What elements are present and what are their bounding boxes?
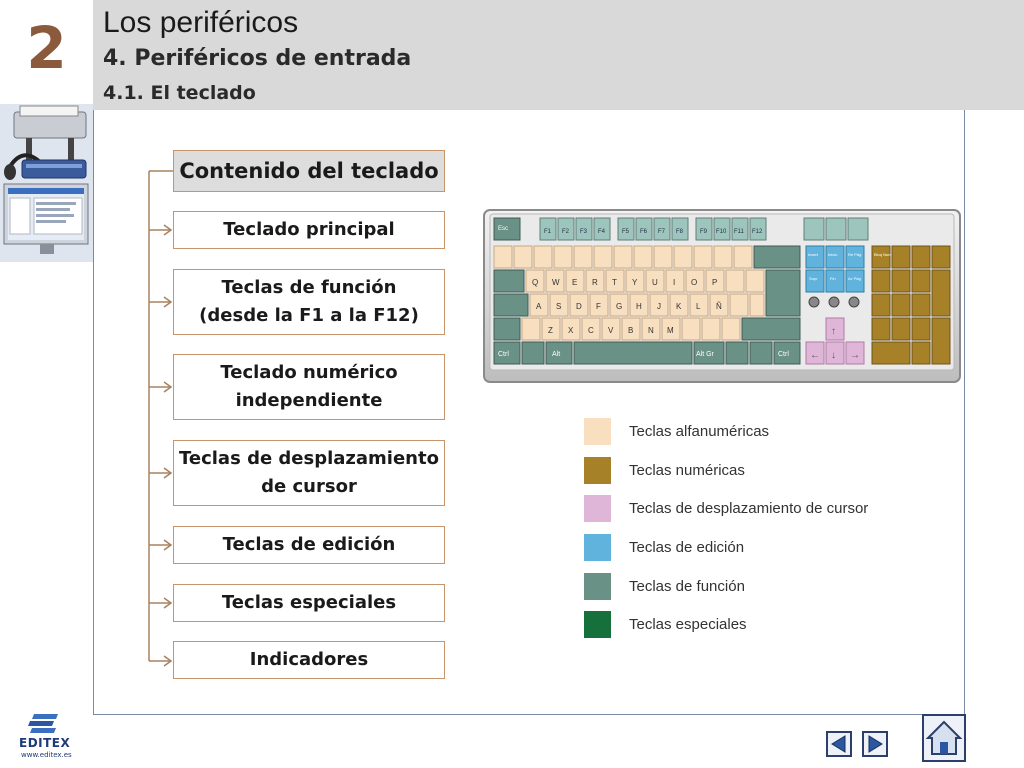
key-f6: F6 [640,229,648,235]
section-title: 4.1. El teclado [103,82,256,104]
key-fin: Fin [830,276,836,281]
key-supr: Supr [809,276,818,281]
key-c: C [588,326,594,335]
page-subtitle: 4. Periféricos de entrada [103,46,412,71]
key-altgr: Alt Gr [696,351,714,358]
key-f3: F3 [580,229,588,235]
key-m: M [667,326,674,335]
tree-item-teclas-funcion: Teclas de función (desde la F1 a la F12) [173,269,445,335]
editex-logo-url: www.editex.es [21,751,72,759]
key-f11: F11 [734,229,744,235]
page-title: Los periféricos [103,6,299,39]
keyboard-diagram [482,208,962,386]
key-bloq-num: Bloq Num [874,252,892,257]
home-button[interactable] [922,714,966,762]
legend-label: Teclas de desplazamiento de cursor [629,499,869,517]
key-n: N [648,326,654,335]
key-y: Y [632,278,638,287]
key-b: B [628,326,634,335]
next-slide-button[interactable] [862,731,888,757]
legend-label: Teclas numéricas [629,461,745,479]
legend-item [584,572,904,600]
key-f: F [596,302,601,311]
peripherals-image [0,104,93,262]
legend-label: Teclas alfanuméricas [629,422,770,440]
key-o: O [691,278,698,287]
key-h: H [636,302,642,311]
key-s: S [556,302,562,311]
legend-item [584,456,904,484]
tree-item-teclado-principal: Teclado principal [173,211,445,249]
key-l: L [696,302,701,311]
tree-item-teclado-numerico: Teclado numérico independiente [173,354,445,420]
key-insert: Insert [808,252,819,257]
key-x: X [568,326,574,335]
key-q: Q [532,278,539,287]
key-alt: Alt [552,351,561,358]
tree-root-box: Contenido del teclado [173,150,445,192]
key-f9: F9 [700,229,708,235]
tree-item-teclas-especiales: Teclas especiales [173,584,445,622]
svg-text:↓: ↓ [831,350,836,361]
key-g: G [616,302,623,311]
legend-label: Teclas especiales [629,615,747,633]
key-e: E [572,278,578,287]
previous-slide-button[interactable] [826,731,852,757]
key-i: I [673,278,676,287]
key-f7: F7 [658,229,666,235]
key-av-pag: Av Pág [848,276,861,281]
key-j: J [657,302,661,311]
key-f10: F10 [716,229,727,235]
home-icon [924,716,964,760]
key-d: D [576,302,582,311]
legend-swatch [584,495,611,522]
key-u: U [652,278,658,287]
svg-text:←: ← [810,350,820,361]
legend-swatch [584,457,611,484]
svg-text:→: → [850,350,860,361]
key-inicio: Inicio [828,252,838,257]
key-v: V [608,326,614,335]
tree-item-teclas-edicion: Teclas de edición [173,526,445,564]
key-w: W [552,278,560,287]
tree-item-indicadores: Indicadores [173,641,445,679]
key-k: K [676,302,682,311]
legend-item [584,417,904,445]
legend-swatch [584,611,611,638]
chapter-number: 2 [26,14,67,82]
editex-logo-text: EDITEX [19,736,71,750]
key-re-pag: Re Pág [848,252,862,257]
key-r: R [592,278,598,287]
key-f2: F2 [562,229,570,235]
legend-item [584,533,904,561]
key-f1: F1 [544,229,552,235]
key-t: T [612,278,617,287]
key-f4: F4 [598,229,606,235]
svg-text:↑: ↑ [831,326,836,337]
key-f8: F8 [676,229,684,235]
legend-label: Teclas de función [629,577,745,595]
legend-label: Teclas de edición [629,538,745,556]
key-ctrl-right: Ctrl [778,351,789,358]
tree-item-desplazamiento-cursor: Teclas de desplazamiento de cursor [173,440,445,506]
key-a: A [536,302,542,311]
key-z: Z [548,326,553,335]
legend-swatch [584,418,611,445]
key-n-tilde: Ñ [716,302,722,311]
legend-swatch [584,534,611,561]
legend-item [584,494,904,522]
key-f12: F12 [752,229,763,235]
key-p: P [712,278,718,287]
key-ctrl-left: Ctrl [498,351,509,358]
key-f5: F5 [622,229,630,235]
legend-swatch [584,573,611,600]
legend-item [584,610,904,638]
triangle-right-icon [864,733,886,755]
triangle-left-icon [828,733,850,755]
key-esc: Esc [498,226,509,232]
